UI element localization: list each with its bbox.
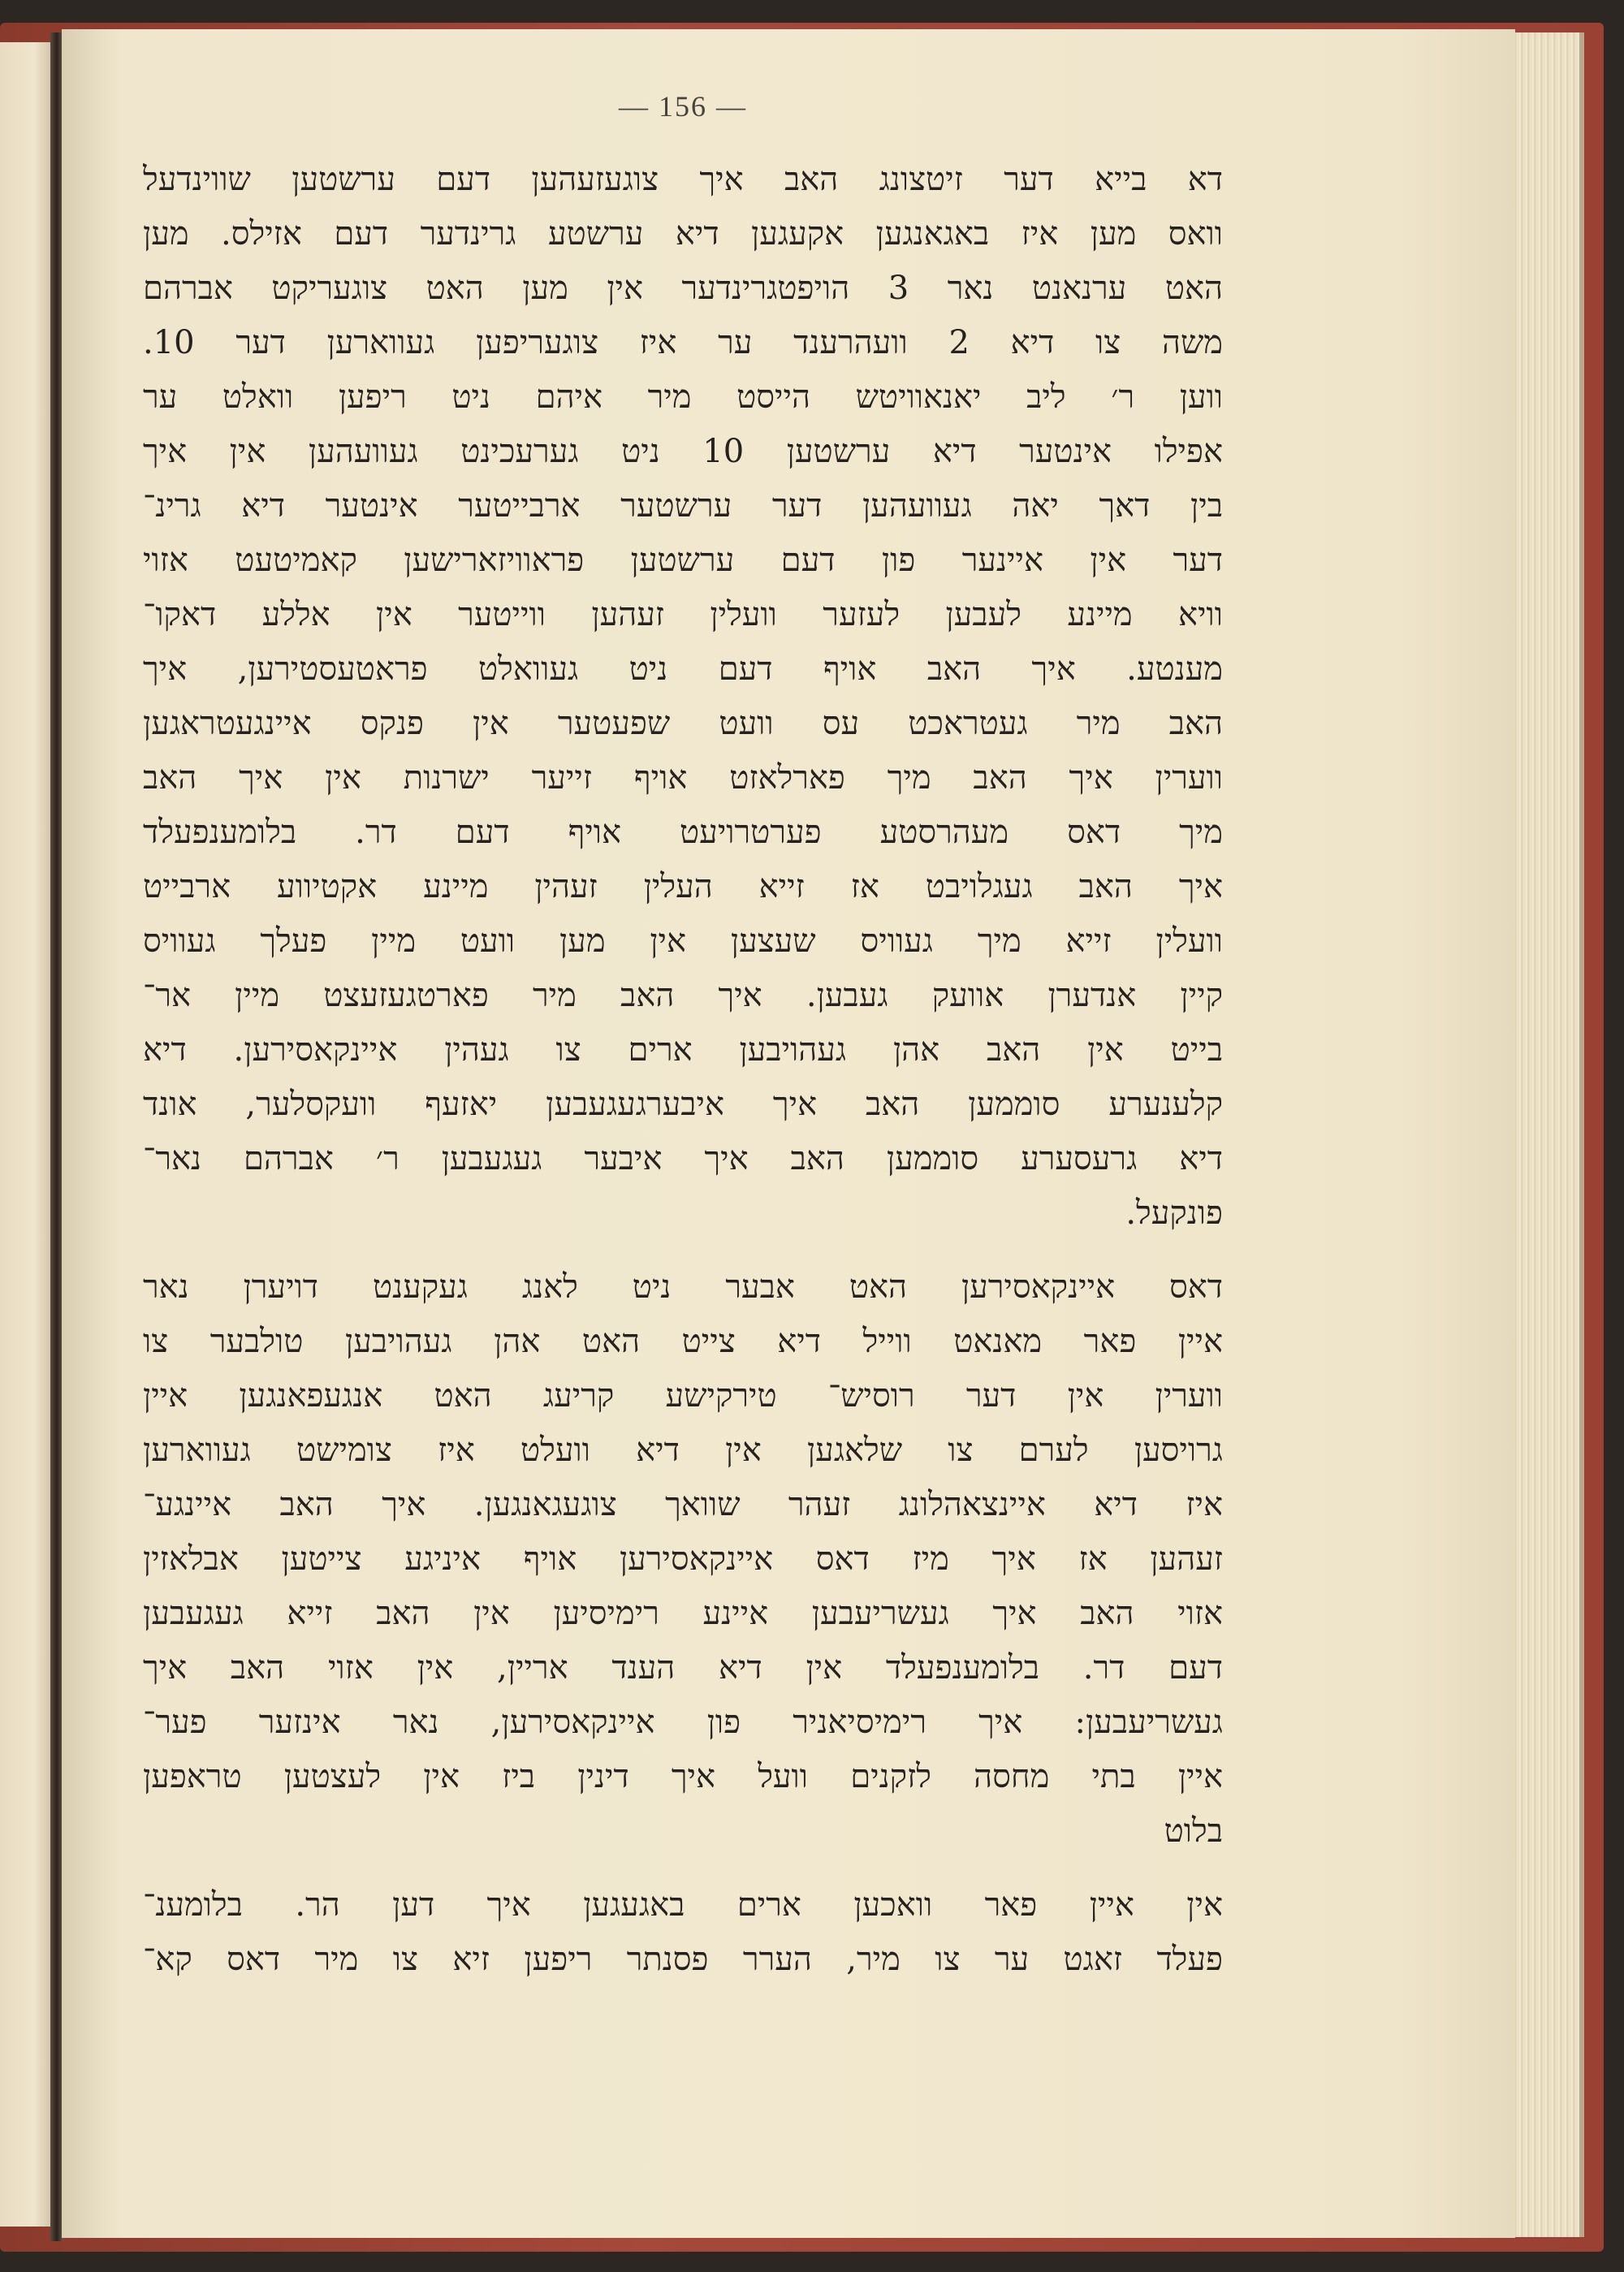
text-line: בין דאך יאה געוועהען דער ערשטער ארבייטער אינטער דיא גרינ־ bbox=[143, 487, 1223, 525]
text-line: וואס מען איז באגאנגען אקעגען דיא ערשטע גרינדער דעם אזילס. מען bbox=[143, 215, 1223, 253]
text-line: מיך דאס מעהרסטע פערטרויעט אויף דעם דר. בלומענפעלד bbox=[143, 814, 1223, 851]
text-line: זעהען אז איך מיז דאס איינקאסירען אויף איניגע צייטען אבלאזין bbox=[143, 1540, 1223, 1578]
text-line: ווען ר׳ ליב יאנאוויטש הייסט מיר איהם ניט ריפען וואלט ער bbox=[143, 378, 1223, 416]
text-line: איז דיא איינצאהלונג זעהר שוואך צוגעגאנגען. איך האב איינגע־ bbox=[143, 1486, 1223, 1523]
page-content bbox=[143, 89, 1223, 2006]
text-line: דאס איינקאסירען האט אבער ניט לאנג געקענט דויערן נאר bbox=[143, 1268, 1223, 1306]
text-line: אזוי האב איך געשריעבען איינע רימיסיען אין האב זייא געגעבען bbox=[143, 1595, 1223, 1632]
text-line: וועלין זייא מיך געוויס שעצען אין מען וועט מיין פעלך געוויס bbox=[143, 922, 1223, 960]
text-line: איין פאר מאנאט ווייל דיא צייט האט אהן געהויבען טולבער צו bbox=[143, 1323, 1223, 1360]
text-line: געשריעבען: איך רימיסיאניר פון איינקאסירען, נאר אינזער פער־ bbox=[143, 1704, 1223, 1741]
previous-page-edge bbox=[0, 42, 57, 2227]
paragraph-2 bbox=[143, 1260, 1223, 1859]
text-line: בלוט bbox=[1164, 1812, 1223, 1850]
text-line: איין בתי מחסה לזקנים וועל איך דינין ביז אין לעצטען טראפען bbox=[143, 1758, 1223, 1795]
text-line: ווערין איך האב מיך פארלאזט אויף זייער ישרנות אין איך האב bbox=[143, 759, 1223, 797]
text-line: קלענערע סוממען האב איך איבערגעגעבען יאזעף וועקסלער, אונד bbox=[143, 1086, 1223, 1123]
text-line: מענטע. איך האב אויף דעם ניט געוואלט פראטעסטירען, איך bbox=[143, 650, 1223, 688]
text-line: דעם דר. בלומענפעלד אין דיא הענד אריין, אין אזוי האב איך bbox=[143, 1649, 1223, 1687]
text-line: בייט אין האב אהן געהויבען ארים צו געהין איינקאסירען. דיא bbox=[143, 1031, 1223, 1069]
text-line: דער אין איינער פון דעם ערשטען פראוויזארישען קאמיטעט אזוי bbox=[143, 542, 1223, 579]
text-line: משה צו דיא 2 וועהרענד ער איז צוגעריפען געווארען דער 10. bbox=[143, 324, 1223, 361]
text-line: איך האב געגלויבט אז זייא העלין זעהין מיינע אקטיווע ארבייט bbox=[143, 868, 1223, 905]
text-line: האט ערנאנט נאר 3 הויפטגרינדער אין מען האט צוגעריקט אברהם bbox=[143, 270, 1223, 307]
text-line: גרויסען לערם צו שלאגען אין דיא וועלט איז צומישט געווארען bbox=[143, 1432, 1223, 1469]
text-line: אין איין פאר וואכען ארים באגעגען איך דען הר. בלומענ־ bbox=[143, 1886, 1223, 1924]
text-line: פונקעל. bbox=[1125, 1194, 1223, 1232]
text-line: אפילו אינטער דיא ערשטען 10 ניט גערעכינט געוועהען אין איך bbox=[143, 433, 1223, 470]
paragraph-1 bbox=[143, 153, 1223, 1241]
text-line: פעלד זאגט ער צו מיר, הערר פסנתר ריפען זיא צו מיר דאס קא־ bbox=[143, 1941, 1223, 1978]
text-line: האב מיר געטראכט עס וועט שפעטער אין פנקס איינגעטראגען bbox=[143, 705, 1223, 742]
text-line: קיין אנדערן אוועק געבען. איך האב מיר פארטגעזעצט מיין אר־ bbox=[143, 977, 1223, 1014]
paragraph-3 bbox=[143, 1878, 1223, 1987]
text-line: ווערין אין דער רוסיש־ טירקישע קריעג האט אנגעפאנגען איין bbox=[143, 1377, 1223, 1415]
text-line: דא בייא דער זיטצונג האב איך צוגעזעהען דעם ערשטען שווינדעל bbox=[143, 161, 1223, 198]
text-line: דיא גרעסערע סוממען האב איך איבער געגעבען ר׳ אברהם נאר־ bbox=[143, 1140, 1223, 1177]
text-line: וויא מיינע לעבען לעזער וועלין זעהען ווייטער אין אללע דאקו־ bbox=[143, 596, 1223, 633]
page-number: — 156 — bbox=[619, 90, 747, 123]
